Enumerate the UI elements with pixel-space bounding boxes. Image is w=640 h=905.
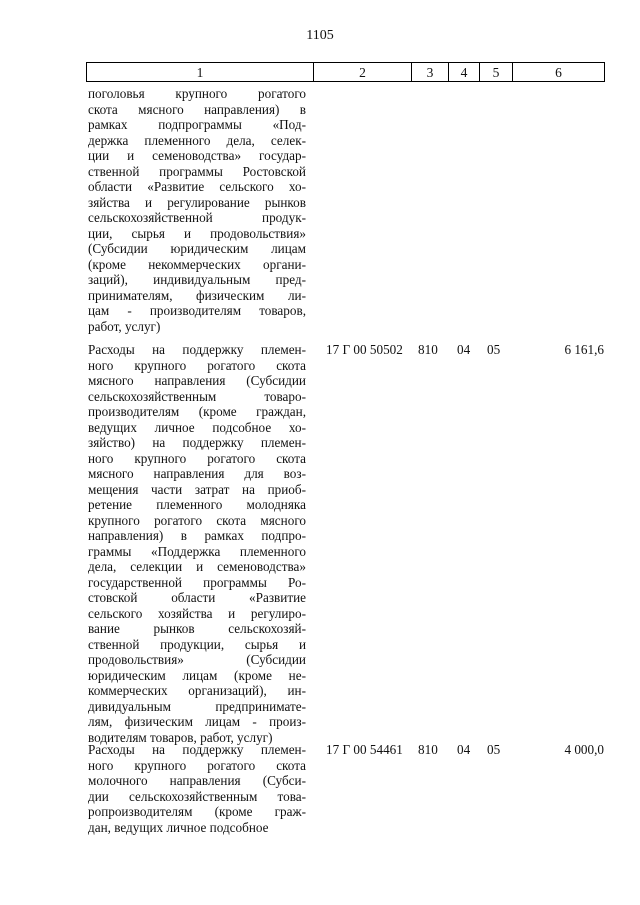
header-col-1: 1 xyxy=(86,62,314,82)
row-text-line: работ, услуг) xyxy=(88,318,161,334)
header-col-5: 5 xyxy=(479,62,513,82)
row-text-line: ственной продукции, сырья и xyxy=(88,636,306,652)
row-text-line: ретение племенного молодняка xyxy=(88,497,306,512)
row-text-line: ции, сырья и продовольствия» xyxy=(88,225,306,241)
row-text-line: продовольствия» (Субсидии xyxy=(88,652,306,667)
row-text-line: дивидуальным предпринимате- xyxy=(88,698,306,714)
row-text-line: коммерческих организаций), ин- xyxy=(88,683,306,698)
header-col-4: 4 xyxy=(448,62,480,82)
row-text-line: мещения части затрат на приоб- xyxy=(88,481,306,497)
header-col-2: 2 xyxy=(313,62,412,82)
cell-budget-code: 17 Г 00 50502 xyxy=(326,342,403,357)
cell-expense-type: 810 xyxy=(418,742,438,757)
row-text-line: мясного направления для воз- xyxy=(88,466,306,481)
row-text-line: ного крупного рогатого скота xyxy=(88,757,306,773)
row-text-line: Расходы на поддержку племен- xyxy=(88,342,306,357)
row-text-line: ведущих личное подсобное хо- xyxy=(88,419,306,435)
row-text-line: молочного направления (Субси- xyxy=(88,773,306,788)
header-col-3: 3 xyxy=(411,62,449,82)
row-text-line: ственной программы Ростовской xyxy=(88,163,306,179)
row-text-line: Расходы на поддержку племен- xyxy=(88,742,306,757)
cell-section: 04 xyxy=(457,342,471,357)
row-text-line: ропроизводителям (кроме граж- xyxy=(88,804,306,819)
row-text-line: лям, физическим лицам - произ- xyxy=(88,714,306,729)
row-text-line: крупного рогатого скота мясного xyxy=(88,512,306,528)
row-text-line: стовской области «Развитие xyxy=(88,590,306,605)
row-text-line: дии сельскохозяйственным това- xyxy=(88,788,306,804)
cell-subsection: 05 xyxy=(487,742,501,757)
row-text-line: ного крупного рогатого скота xyxy=(88,450,306,466)
row-text-line: (кроме некоммерческих органи- xyxy=(88,256,306,272)
row-text-line: поголовья крупного рогатого xyxy=(88,86,306,101)
row-text-line: сельскохозяйственным товаро- xyxy=(88,388,306,404)
row-text-line: государственной программы Ро- xyxy=(88,574,306,590)
row-text-line: (Субсидии юридическим лицам xyxy=(88,241,306,256)
row-text-line: рамках подпрограммы «Под- xyxy=(88,117,306,132)
header-col-6: 6 xyxy=(512,62,605,82)
row-text-line: зяйство) на поддержку племен- xyxy=(88,435,306,450)
row-text-line: сельскохозяйственной продук- xyxy=(88,210,306,225)
cell-budget-code: 17 Г 00 54461 xyxy=(326,742,403,757)
row-text-line: сельского хозяйства и регулиро- xyxy=(88,605,306,621)
cell-amount: 6 161,6 xyxy=(564,342,604,357)
row-text-line: направления) в рамках подпро- xyxy=(88,528,306,543)
cell-subsection: 05 xyxy=(487,342,501,357)
row-text-line: скота мясного направления) в xyxy=(88,101,306,117)
cell-amount: 4 000,0 xyxy=(564,742,604,757)
row-text-line: ного крупного рогатого скота xyxy=(88,357,306,373)
row-text-line: ции и семеноводства» государ- xyxy=(88,148,306,163)
row-text-line: юридическим лицам (кроме не- xyxy=(88,667,306,683)
row-text-line: мясного направления (Субсидии xyxy=(88,373,306,388)
row-text-line: принимателям, физическим ли- xyxy=(88,287,306,303)
row-text-line: цам - производителям товаров, xyxy=(88,303,306,318)
row-text-line: зяйства и регулирование рынков xyxy=(88,194,306,210)
row-text-line: водителям товаров, работ, услуг) xyxy=(88,729,273,745)
row-text-line: области «Развитие сельского хо- xyxy=(88,179,306,194)
row-text-line: производителям (кроме граждан, xyxy=(88,404,306,419)
cell-section: 04 xyxy=(457,742,471,757)
page-number: 1105 xyxy=(306,28,334,43)
row-text-line: дела, селекции и семеноводства» xyxy=(88,559,306,574)
cell-expense-type: 810 xyxy=(418,342,438,357)
row-text-line: дан, ведущих личное подсобное xyxy=(88,819,269,835)
row-text-line: заций), индивидуальным пред- xyxy=(88,272,306,287)
row-text-line: вание рынков сельскохозяй- xyxy=(88,621,306,636)
row-text-line: граммы «Поддержка племенного xyxy=(88,543,306,559)
row-text-line: держка племенного дела, селек- xyxy=(88,132,306,148)
